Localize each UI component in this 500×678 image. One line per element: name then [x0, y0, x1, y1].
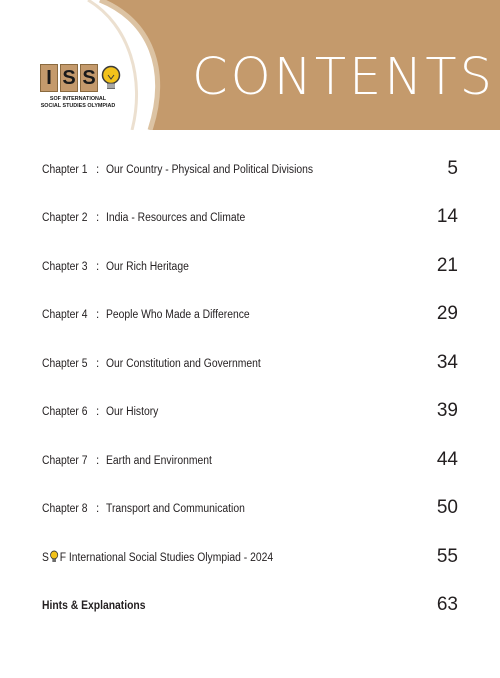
- header-banner: [0, 0, 500, 130]
- chapter-number: Chapter 4: [42, 309, 88, 321]
- separator: :: [96, 212, 100, 224]
- page-title: CONTENTS: [192, 48, 495, 107]
- logo-letter: S: [80, 64, 98, 92]
- chapter-title: Our Country - Physical and Political Divisions: [106, 164, 314, 176]
- chapter-title: Our Constitution and Government: [106, 358, 261, 370]
- page-number: 39: [436, 400, 458, 421]
- chapter-number: Chapter 7: [42, 455, 88, 467]
- separator: :: [96, 358, 100, 370]
- chapter-title: Earth and Environment: [106, 455, 212, 467]
- toc-row-chapter-5[interactable]: [42, 346, 458, 373]
- chapter-number: Chapter 2: [42, 212, 88, 224]
- page-number: 50: [436, 497, 458, 518]
- toc-row-chapter-2[interactable]: [42, 200, 458, 227]
- chapter-number: Chapter 5: [42, 358, 88, 370]
- logo-caption: [38, 96, 118, 109]
- chapter-number: Chapter 8: [42, 503, 88, 515]
- bulb-icon: [49, 550, 59, 563]
- separator: :: [96, 261, 100, 273]
- olympiad-title-text: F International Social Studies Olympiad - 2024: [59, 552, 274, 564]
- separator: :: [96, 503, 100, 515]
- separator: :: [96, 309, 100, 321]
- chapter-title: Our Rich Heritage: [106, 261, 189, 273]
- toc-row-hints[interactable]: [42, 588, 458, 615]
- toc-row-chapter-4[interactable]: [42, 297, 458, 324]
- chapter-title: People Who Made a Difference: [106, 309, 250, 321]
- toc-row-chapter-3[interactable]: [42, 249, 458, 276]
- isso-logo: [38, 62, 116, 120]
- chapter-number: Chapter 1: [42, 164, 88, 176]
- page-number: 29: [436, 303, 458, 324]
- chapter-title: Transport and Communication: [106, 503, 245, 515]
- separator: :: [96, 406, 100, 418]
- chapter-number: Chapter 6: [42, 406, 88, 418]
- toc-row-chapter-8[interactable]: [42, 491, 458, 518]
- separator: :: [96, 455, 100, 467]
- logo-letter: S: [60, 64, 78, 92]
- bulb-icon: [100, 64, 122, 92]
- logo-caption-line2: SOCIAL STUDIES OLYMPIAD: [40, 102, 116, 109]
- toc-row-chapter-6[interactable]: [42, 394, 458, 421]
- logo-caption-line1: SOF INTERNATIONAL: [49, 96, 107, 102]
- toc-row-chapter-7[interactable]: [42, 443, 458, 470]
- olympiad-title-prefix: S: [42, 552, 49, 564]
- toc-row-olympiad[interactable]: [42, 540, 458, 567]
- toc-row-chapter-1[interactable]: [42, 152, 458, 179]
- olympiad-title: [42, 550, 273, 564]
- page-number: 14: [436, 206, 458, 227]
- logo-letter: I: [40, 64, 58, 92]
- separator: :: [96, 164, 100, 176]
- page-number: 5: [447, 158, 458, 179]
- page-number: 44: [436, 449, 458, 470]
- chapter-title: Our History: [106, 406, 159, 418]
- chapter-title: India - Resources and Climate: [106, 212, 246, 224]
- page-number: 21: [436, 255, 458, 276]
- hints-title: Hints & Explanations: [42, 600, 146, 612]
- page-number: 34: [436, 352, 458, 373]
- page-number: 63: [436, 594, 458, 615]
- page-number: 55: [436, 546, 458, 567]
- chapter-number: Chapter 3: [42, 261, 88, 273]
